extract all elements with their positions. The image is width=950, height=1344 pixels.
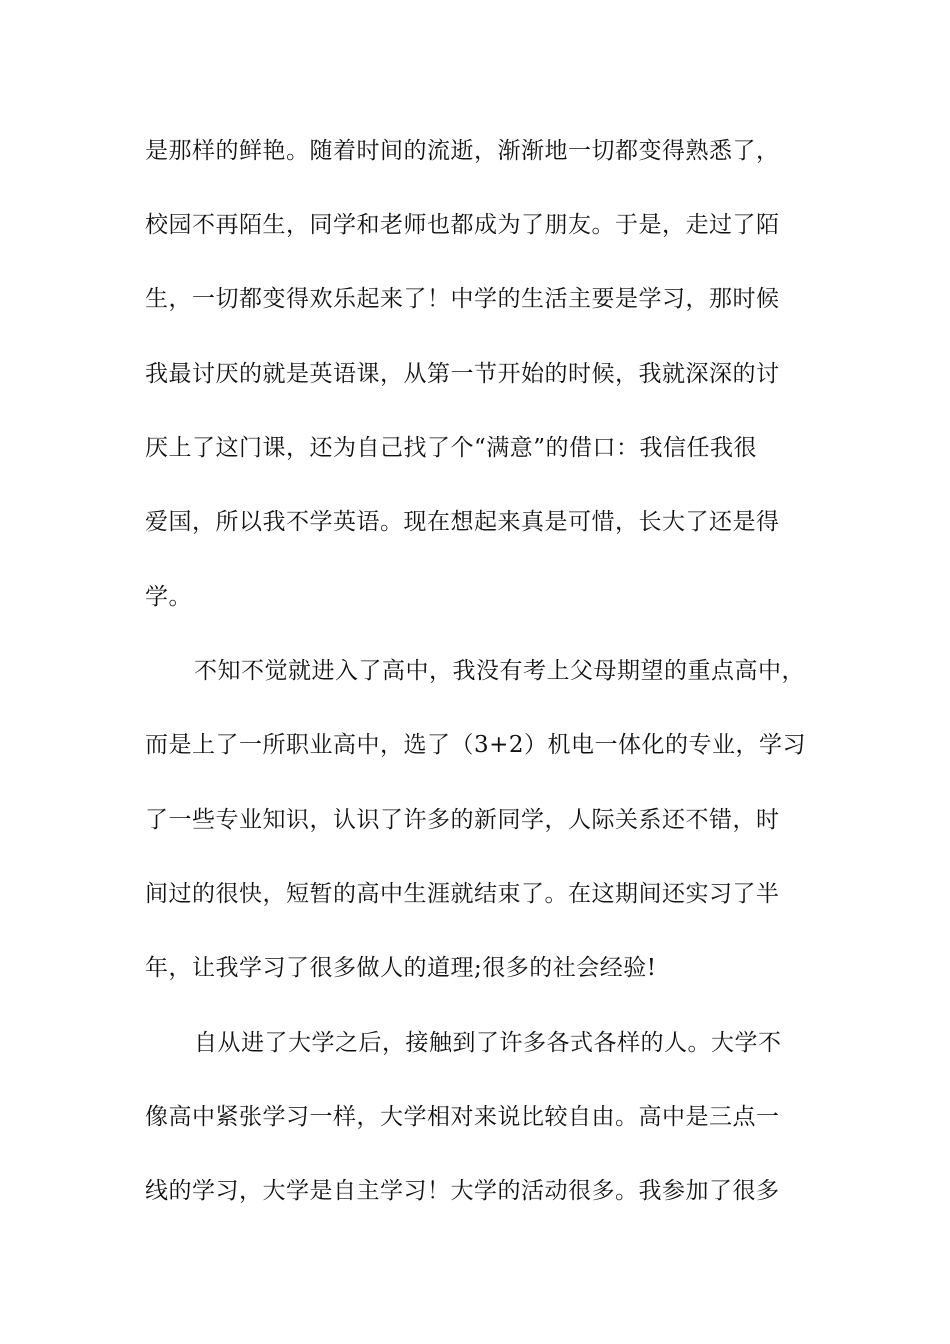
paragraph-start-line: 不知不觉就进入了高中，我没有考上父母期望的重点高中， — [194, 658, 805, 684]
text-line: 像高中紧张学习一样，大学相对来说比较自由。高中是三点一 — [145, 1104, 780, 1130]
text-line: 是那样的鲜艳。随着时间的流逝，渐渐地一切都变得熟悉了， — [145, 138, 780, 164]
text-line: 生，一切都变得欢乐起来了！中学的生活主要是学习，那时候 — [145, 286, 780, 312]
text-line: 我最讨厌的就是英语课，从第一节开始的时候，我就深深的讨 — [145, 361, 780, 387]
text-line: 了一些专业知识，认识了许多的新同学，人际关系还不错，时 — [145, 807, 780, 833]
text-line: 间过的很快，短暂的高中生涯就结束了。在这期间还实习了半 — [145, 881, 780, 907]
text-line: 学。 — [145, 584, 192, 610]
text-line: 校园不再陌生，同学和老师也都成为了朋友。于是，走过了陌 — [145, 212, 780, 238]
text-line: 而是上了一所职业高中，选了（3+2）机电一体化的专业，学习 — [145, 732, 807, 758]
text-line: 线的学习，大学是自主学习！大学的活动很多。我参加了很多 — [145, 1178, 780, 1204]
text-line: 年，让我学习了很多做人的道理;很多的社会经验! — [145, 955, 657, 981]
text-line: 爱国，所以我不学英语。现在想起来真是可惜，长大了还是得 — [145, 509, 780, 535]
paragraph-start-line: 自从进了大学之后，接触到了许多各式各样的人。大学不 — [194, 1030, 782, 1056]
text-line: 厌上了这门课，还为自己找了个“满意”的借口：我信任我很 — [145, 435, 758, 461]
